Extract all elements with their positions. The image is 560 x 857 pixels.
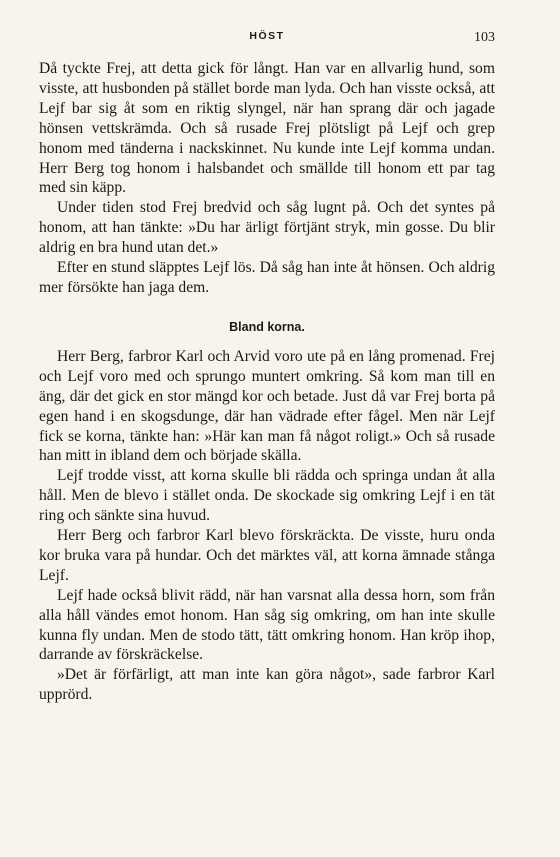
body-text bbox=[39, 59, 495, 705]
page-number: 103 bbox=[474, 30, 495, 45]
paragraph: Lejf trodde visst, att korna skulle bli rädda och springa undan åt alla håll. Men de blevo i stället onda. De skockade sig omkring Lejf i en tät ring och sänkte sina huvud. bbox=[39, 467, 495, 525]
paragraph: Herr Berg och farbror Karl blevo förskräckta. De visste, huru onda kor bruka vara på hundar. Och det märktes väl, att korna ämnade stånga Lejf. bbox=[39, 527, 495, 584]
book-page bbox=[39, 0, 495, 857]
paragraph: Lejf hade också blivit rädd, när han varsnat alla dessa horn, som från alla håll vändes emot honom. Han såg sig omkring, om han inte skulle kunna fly undan. Men de stodo tätt, tätt omkring honom. Han kröp ihop, darrande av förskräckelse. bbox=[39, 586, 495, 664]
running-head bbox=[39, 30, 495, 48]
paragraph: Efter en stund släpptes Lejf lös. Då såg han inte åt hönsen. Och aldrig mer försökte han jaga dem. bbox=[39, 259, 495, 296]
paragraph: Herr Berg, farbror Karl och Arvid voro ute på en lång promenad. Frej och Lejf voro med och sprungo muntert omkring. Så kom man till en äng, där det gick en stor mängd kor och betade. Just då var Frej borta på egen hand i en skogsdunge, där han vädrade efter fågel. Men när Lejf fick se korna, tänkte han: »Här kan man få något roligt.» Och så rusade han mitt in ibland dem och började skälla. bbox=[39, 347, 495, 465]
section-heading: Bland korna. bbox=[229, 319, 305, 334]
paragraph: Då tyckte Frej, att detta gick för långt. Han var en allvarlig hund, som visste, att husbonden på stället borde man lyda. Och han visste också, att Lejf bar sig åt som en riktig slyngel, när han sprang där och jagade hönsen vettskrämda. Och så rusade Frej plötsligt på Lejf och grep honom med tänderna i nackskinnet. Nu kunde inte Lejf komma undan. Herr Berg tog honom i halsbandet och smällde till honom ett par tag med sin käpp. bbox=[39, 60, 495, 197]
paragraph: Under tiden stod Frej bredvid och såg lugnt på. Och det syntes på honom, att han tänkte: »Du har ärligt förtjänt stryk, min gosse. Du blir aldrig en bra hund utan det.» bbox=[39, 199, 495, 257]
paragraph: »Det är förfärligt, att man inte kan göra något», sade farbror Karl upprörd. bbox=[39, 666, 495, 704]
running-head-title: HÖST bbox=[249, 30, 285, 42]
